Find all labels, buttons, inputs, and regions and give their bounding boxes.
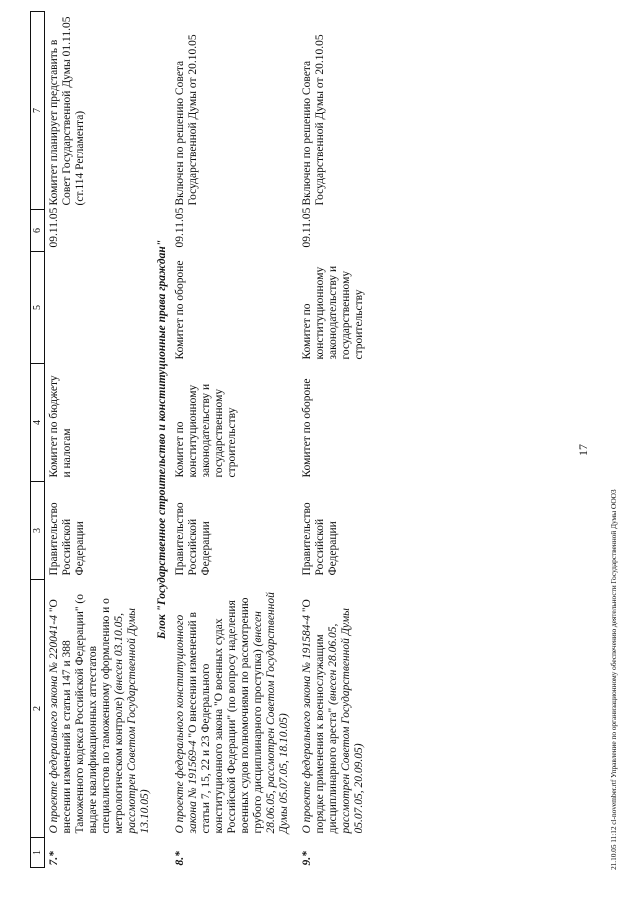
header-row — [31, 12, 45, 868]
header-col-4: 4 — [31, 364, 45, 482]
agenda-table — [30, 11, 368, 868]
co-committee — [45, 252, 155, 364]
bill-title: О проекте федерального закона № 191584-4 — [301, 615, 313, 834]
bill-description — [298, 580, 368, 838]
co-committee: Комитет по конституционному законодательству и государственному строительству — [301, 265, 365, 360]
row-number: 8.* — [174, 851, 186, 866]
bill-text: "О внесении изменений в статьи 7, 15, 22 и 23 Федерального конституционного закона "О военных судах Российской Федерации" (по вопросу наделения военных судов полномочиями по рассмотрению грубого дисциплинарного проступка) — [187, 597, 264, 834]
header-col-5: 5 — [31, 252, 45, 364]
row-number: 7.* — [48, 851, 60, 866]
bill-status: Включен по решению Совета Государственной Думы от 20.10.05 — [301, 34, 326, 206]
bill-note: (внесен 28.06.05, рассмотрен Советом Государственной Думы 05.07.05, 18.10.05) — [252, 592, 290, 834]
review-date: 09.11.05 — [301, 207, 313, 248]
header-col-1: 1 — [31, 838, 45, 868]
review-date: 09.11.05 — [48, 207, 60, 248]
co-committee: Комитет по обороне — [174, 260, 186, 360]
bill-text: "О внесении изменений в статьи 147 и 388 Таможенного кодекса Российской Федерации" (о выдаче квалификационных аттестатов специалистов по таможенному оформлению и о метрологическом контроле) — [48, 593, 125, 834]
bill-title: О проекте федерального конституционного закона № 191569-4 — [174, 614, 199, 834]
responsible-committee: Комитет по конституционному законодательству и государственному строительству — [174, 383, 238, 478]
table-row — [171, 12, 293, 868]
header-col-3: 3 — [31, 482, 45, 580]
row-number: 9.* — [301, 851, 313, 866]
page-number: 17 — [576, 444, 590, 456]
responsible-committee: Комитет по бюджету и налогам — [48, 375, 73, 478]
review-date: 09.11.05 — [174, 207, 186, 248]
bill-description — [45, 580, 155, 838]
bill-author: Правительство Российской Федерации — [174, 502, 212, 576]
header-col-6: 6 — [31, 210, 45, 252]
bill-note: (внесен 28.06.05, рассмотрен Советом Государственной Думы 05.07.05, 20.09.05) — [327, 608, 365, 834]
page-footer: 21.10.05 11:12 cl-november.rtf Управление по организационному обеспечению деятельности Государственной Думы ООО3 — [609, 489, 618, 870]
responsible-committee: Комитет по обороне — [301, 378, 313, 478]
bill-title: О проекте федерального закона № 220041-4 — [48, 615, 60, 834]
bill-status: Комитет планирует представить в Совет Государственной Думы 01.11.05 (ст.114 Регламента) — [48, 16, 86, 206]
bill-author: Правительство Российской Федерации — [301, 502, 339, 576]
bill-text: "О порядке применения к военнослужащим дисциплинарного ареста" — [301, 599, 339, 834]
bill-status: Включен по решению Совета Государственной Думы от 20.10.05 — [174, 34, 199, 206]
table-row — [45, 12, 155, 868]
table-row — [298, 12, 368, 868]
bill-description — [171, 580, 293, 838]
bill-author: Правительство Российской Федерации — [48, 502, 86, 576]
block-title: Блок "Государственное строительство и конституционные права граждан" — [156, 239, 168, 640]
header-col-2: 2 — [31, 580, 45, 838]
header-col-7: 7 — [31, 12, 45, 210]
block-title-row — [154, 12, 171, 868]
bill-note: (внесен 03.10.05, рассмотрен Советом Государственной Думы 13.10.05) — [113, 608, 151, 834]
